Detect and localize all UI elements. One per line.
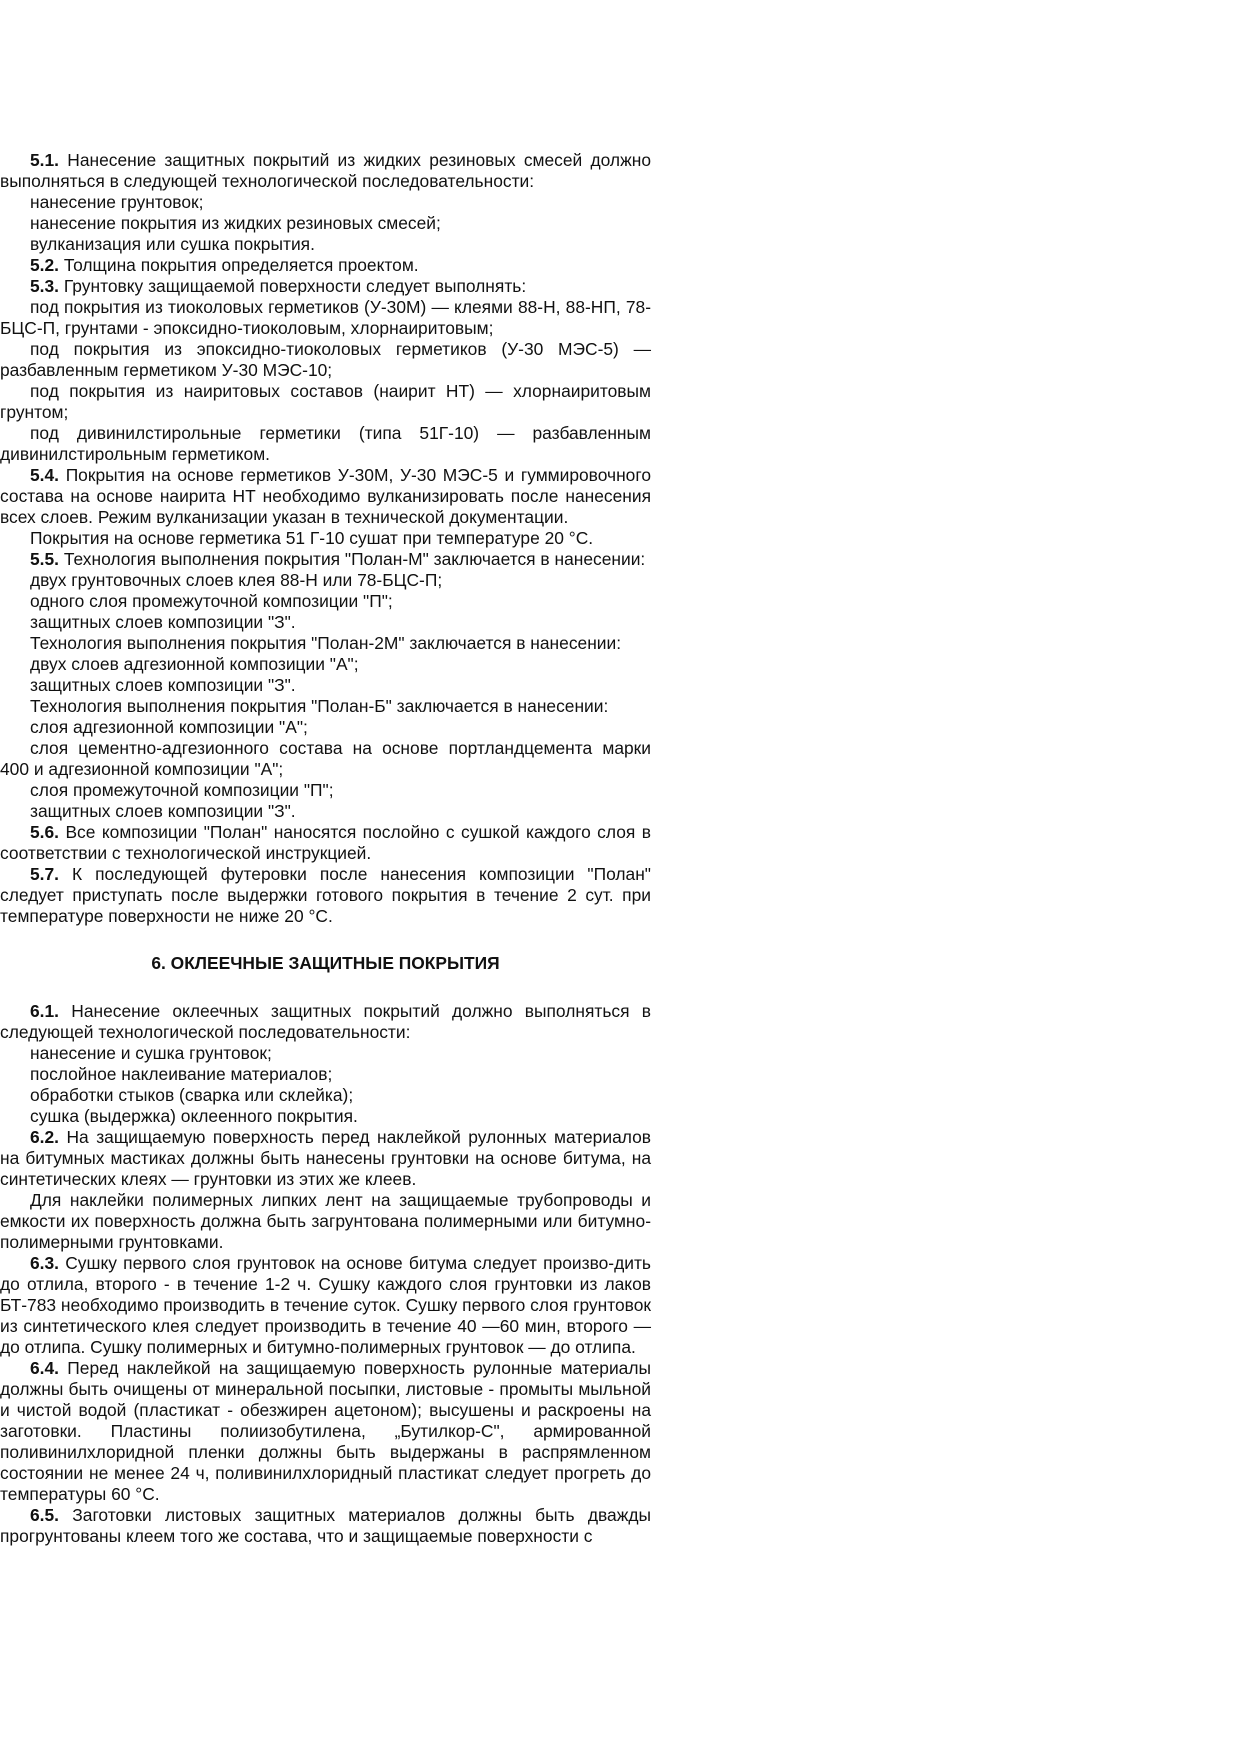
- clause-number: 5.2.: [30, 255, 60, 275]
- document-page: [0, 150, 651, 1547]
- paragraph-text: Технология выполнения покрытия "Полан-М" заключается в нанесении:: [63, 549, 646, 569]
- paragraph-text: защитных слоев композиции "З".: [30, 801, 296, 821]
- paragraph-text: защитных слоев композиции "З".: [30, 612, 296, 632]
- paragraph-5-2: [0, 255, 651, 276]
- clause-number: 5.6.: [30, 822, 60, 842]
- paragraph-text: Покрытия на основе герметиков У-30М, У-30 МЭС-5 и гуммировочного состава на основе наирита НТ необходимо вулканизировать после нанесения всех слоев. Режим вулканизации указан в технической документации.: [0, 465, 651, 527]
- paragraph-text: нанесение грунтовок;: [30, 192, 204, 212]
- paragraph-6-2: [0, 1127, 651, 1190]
- paragraph-5-7: [0, 864, 651, 927]
- paragraph-text: двух слоев адгезионной композиции "А";: [30, 654, 359, 674]
- paragraph-text: Для наклейки полимерных липких лент на защищаемые трубопроводы и емкости их поверхность должна быть загрунтована полимерными или битумно-полимерными грунтовками.: [0, 1190, 651, 1252]
- paragraph-text: Толщина покрытия определяется проектом.: [63, 255, 419, 275]
- list-item: [0, 234, 651, 255]
- paragraph: [0, 528, 651, 549]
- paragraph-text: Заготовки листовых защитных материалов должны быть дважды прогрунтованы клеем того же состава, что и защищаемые поверхности с: [0, 1505, 651, 1546]
- paragraph-text: слоя промежуточной композиции "П";: [30, 780, 334, 800]
- list-item: [0, 381, 651, 423]
- section-5: [0, 150, 651, 927]
- clause-number: 5.3.: [30, 276, 60, 296]
- paragraph-text: Нанесение оклеечных защитных покрытий должно выполняться в следующей технологической последовательности:: [0, 1001, 651, 1042]
- clause-number: 6.1.: [30, 1001, 60, 1021]
- paragraph-5-6: [0, 822, 651, 864]
- section-6: [0, 1001, 651, 1547]
- list-item: [0, 654, 651, 675]
- paragraph-6-3: [0, 1253, 651, 1358]
- paragraph-text: обработки стыков (сварка или склейка);: [30, 1085, 354, 1105]
- paragraph-text: Покрытия на основе герметика 51 Г-10 сушат при температуре 20 °С.: [30, 528, 594, 548]
- paragraph-text: послойное наклеивание материалов;: [30, 1064, 333, 1084]
- list-item: [0, 612, 651, 633]
- clause-number: 6.5.: [30, 1505, 60, 1525]
- paragraph-text: нанесение и сушка грунтовок;: [30, 1043, 272, 1063]
- paragraph-text: Нанесение защитных покрытий из жидких резиновых смесей должно выполняться в следующей технологической последовательности:: [0, 150, 651, 191]
- list-item: [0, 1106, 651, 1127]
- paragraph: [0, 696, 651, 717]
- paragraph-text: двух грунтовочных слоев клея 88-Н или 78-БЦС-П;: [30, 570, 443, 590]
- paragraph-6-5: [0, 1505, 651, 1547]
- list-item: [0, 423, 651, 465]
- paragraph-text: Все композиции "Полан" наносятся послойно с сушкой каждого слоя в соответствии с технологической инструкцией.: [0, 822, 651, 863]
- paragraph: [0, 633, 651, 654]
- paragraph-text: Технология выполнения покрытия "Полан-2М" заключается в нанесении:: [30, 633, 622, 653]
- section-6-heading: 6. ОКЛЕЕЧНЫЕ ЗАЩИТНЫЕ ПОКРЫТИЯ: [151, 953, 500, 973]
- paragraph-5-4: [0, 465, 651, 528]
- list-item: [0, 297, 651, 339]
- list-item: [0, 717, 651, 738]
- list-item: [0, 1043, 651, 1064]
- paragraph-6-1: [0, 1001, 651, 1043]
- clause-number: 5.1.: [30, 150, 60, 170]
- paragraph-text: под дивинилстирольные герметики (типа 51Г-10) — разбавленным дивинилстирольным герметиком.: [0, 423, 651, 464]
- paragraph-text: под покрытия из тиоколовых герметиков (У-30М) — клеями 88-Н, 88-НП, 78-БЦС-П, грунтами - эпоксидно-тиоколовым, хлорнаиритовым;: [0, 297, 651, 338]
- paragraph-text: К последующей футеровки после нанесения композиции "Полан" следует приступать после выдержки готового покрытия в течение 2 сут. при температуре поверхности не ниже 20 °С.: [0, 864, 651, 926]
- paragraph-text: Технология выполнения покрытия "Полан-Б" заключается в нанесении:: [30, 696, 609, 716]
- clause-number: 5.4.: [30, 465, 60, 485]
- clause-number: 6.2.: [30, 1127, 60, 1147]
- list-item: [0, 591, 651, 612]
- list-item: [0, 1064, 651, 1085]
- list-item: [0, 570, 651, 591]
- list-item: [0, 1085, 651, 1106]
- clause-number: 6.3.: [30, 1253, 60, 1273]
- paragraph-text: нанесение покрытия из жидких резиновых смесей;: [30, 213, 441, 233]
- paragraph-6-4: [0, 1358, 651, 1505]
- paragraph-text: вулканизация или сушка покрытия.: [30, 234, 315, 254]
- clause-number: 5.5.: [30, 549, 60, 569]
- paragraph-text: Сушку первого слоя грунтовок на основе битума следует произво-дить до отлила, второго - в течение 1-2 ч. Сушку каждого слоя грунтовки из лаков БТ-783 необходимо производить в течение суток. Сушку первого слоя грунтовок из синтетического клея следует производить в течение 40 —60 мин, второго — до отлипа. Сушку полимерных и битумно-полимерных грунтовок — до отлипа.: [0, 1253, 651, 1357]
- paragraph-text: под покрытия из эпоксидно-тиоколовых герметиков (У-30 МЭС-5) — разбавленным герметиком У-30 МЭС-10;: [0, 339, 651, 380]
- paragraph-text: сушка (выдержка) оклеенного покрытия.: [30, 1106, 358, 1126]
- paragraph-text: под покрытия из наиритовых составов (наирит НТ) — хлорнаиритовым грунтом;: [0, 381, 651, 422]
- list-item: [0, 339, 651, 381]
- paragraph-text: слоя цементно-адгезионного состава на основе портландцемента марки 400 и адгезионной композиции "А";: [0, 738, 651, 779]
- list-item: [0, 192, 651, 213]
- paragraph-text: Грунтовку защищаемой поверхности следует выполнять:: [63, 276, 527, 296]
- paragraph-text: На защищаемую поверхность перед наклейкой рулонных материалов на битумных мастиках должны быть нанесены грунтовки на основе битума, на синтетических клеях — грунтовки из этих же клеев.: [0, 1127, 651, 1189]
- paragraph-text: защитных слоев композиции "З".: [30, 675, 296, 695]
- list-item: [0, 738, 651, 780]
- paragraph-5-3: [0, 276, 651, 297]
- clause-number: 5.7.: [30, 864, 60, 884]
- paragraph-text: Перед наклейкой на защищаемую поверхность рулонные материалы должны быть очищены от минеральной посыпки, листовые - промыты мыльной и чистой водой (пластикат - обезжирен ацетоном); высушены и раскроены на заготовки. Пластины полиизобутилена, „Бутилкор-С", армированной поливинилхлоридной пленки должны быть выдержаны в распрямленном состоянии не менее 24 ч, поливинилхлоридный пластикат следует прогреть до температуры 60 °С.: [0, 1358, 651, 1504]
- paragraph-5-1: [0, 150, 651, 192]
- list-item: [0, 801, 651, 822]
- list-item: [0, 675, 651, 696]
- list-item: [0, 213, 651, 234]
- paragraph-text: слоя адгезионной композиции "А";: [30, 717, 308, 737]
- paragraph: [0, 1190, 651, 1253]
- paragraph-5-5: [0, 549, 651, 570]
- list-item: [0, 780, 651, 801]
- clause-number: 6.4.: [30, 1358, 60, 1378]
- paragraph-text: одного слоя промежуточной композиции "П";: [30, 591, 393, 611]
